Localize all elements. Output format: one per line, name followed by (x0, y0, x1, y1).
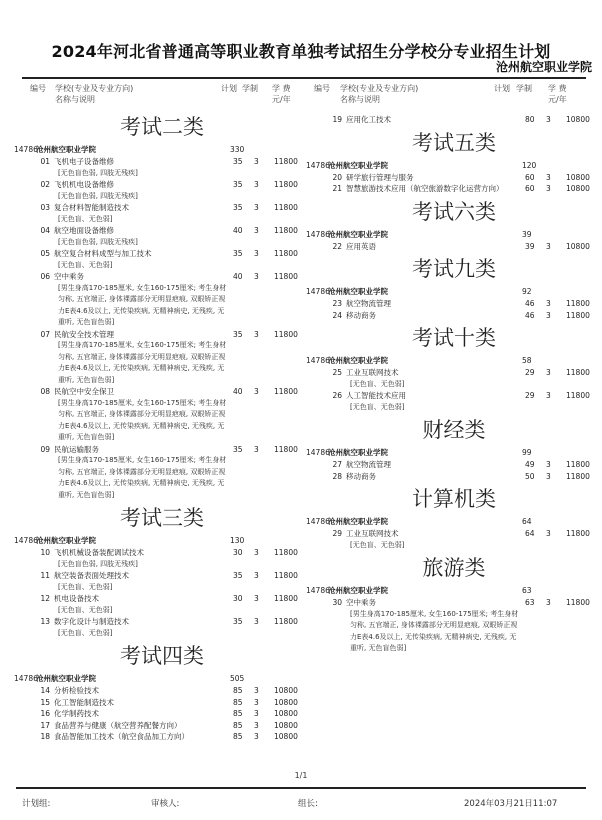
major-fee: 10800 (566, 184, 590, 193)
header-fee-line2: 元/年 (272, 95, 291, 104)
section-title: 考试二类 (120, 115, 204, 139)
major-plan: 85 (233, 686, 243, 695)
section-exam-6 (306, 195, 592, 253)
section-exam-4-continued (306, 110, 592, 126)
major-name: 研学旅行管理与服务 (346, 172, 414, 182)
section-exam-9 (306, 252, 592, 321)
header-plan: 计划 (221, 84, 237, 93)
major-years: 3 (546, 172, 551, 182)
major-row (306, 459, 592, 471)
school-row (306, 516, 592, 528)
major-desc: [男生身高170-185厘米, 女生160-175厘米; 考生身材匀称, 五官端正, 身体裸露部分无明显疤痕, 双眼矫正视力E表4.6及以上, 无传染疾病, 无精神病史, 无残疾, 无重听, 无色盲色弱] (58, 398, 227, 441)
major-name: 分析检验技术 (54, 686, 99, 695)
major-plan: 40 (233, 226, 243, 235)
major-name: 智慧旅游技术应用（航空旅游数字化运营方向） (346, 184, 504, 193)
major-fee: 11800 (274, 548, 298, 557)
school-row (306, 160, 592, 172)
section-title: 考试九类 (412, 257, 496, 281)
school-name: 沧州航空职业学院 (328, 356, 388, 365)
header-years: 学制 (516, 84, 532, 93)
major-row (306, 528, 592, 551)
major-name: 应用化工技术 (346, 115, 391, 124)
major-plan: 35 (233, 571, 243, 580)
school-subtitle: 沧州航空职业学院 (495, 60, 592, 74)
school-total: 39 (522, 229, 532, 239)
major-row (14, 444, 300, 502)
major-fee: 10800 (566, 241, 590, 251)
school-name: 沧州航空职业学院 (328, 586, 388, 595)
major-desc: [无色盲色弱, 四肢无残疾] (58, 191, 138, 200)
major-row (306, 367, 592, 390)
school-code: 14786 (306, 287, 330, 296)
major-plan: 29 (525, 368, 535, 377)
major-name: 航空物流管理 (346, 299, 391, 308)
major-row (306, 172, 592, 184)
header-code: 编号 (314, 84, 330, 93)
major-desc: [无色盲、无色弱] (350, 540, 405, 549)
major-years: 3 (546, 299, 551, 308)
major-no: 05 (40, 249, 50, 258)
bottom-divider (16, 787, 586, 789)
major-plan: 30 (233, 594, 243, 603)
major-no: 04 (40, 226, 50, 235)
major-fee: 10800 (274, 720, 298, 730)
right-column (306, 110, 592, 655)
major-row (14, 225, 300, 248)
major-desc: [无色盲、无色弱] (58, 582, 113, 591)
header-school-line1: 学校(专业及专业方向) (340, 84, 419, 93)
school-total: 505 (230, 674, 245, 683)
section-tourism (306, 551, 592, 655)
major-fee: 11800 (274, 594, 298, 603)
major-fee: 10800 (274, 709, 298, 718)
major-no: 22 (332, 241, 342, 251)
major-years: 3 (254, 387, 259, 396)
major-row (14, 708, 300, 720)
major-row (14, 593, 300, 616)
section-title: 考试十类 (412, 326, 496, 350)
major-fee: 10800 (566, 115, 590, 124)
major-name: 飞机电子设备维修 (54, 157, 114, 166)
school-row (14, 673, 300, 685)
section-exam-2 (14, 110, 300, 501)
major-name: 复合材料智能制造技术 (54, 203, 129, 212)
school-row (306, 447, 592, 459)
major-no: 13 (40, 617, 50, 626)
school-name: 沧州航空职业学院 (328, 517, 388, 526)
major-name: 化学制药技术 (54, 709, 99, 718)
major-years: 3 (254, 732, 259, 741)
major-desc: [无色盲、无色弱] (58, 605, 113, 614)
major-plan: 60 (525, 184, 535, 193)
school-total: 92 (522, 287, 532, 296)
major-years: 3 (254, 709, 259, 718)
major-years: 3 (254, 697, 259, 707)
major-no: 29 (332, 529, 342, 538)
section-exam-4 (14, 639, 300, 743)
major-plan: 85 (233, 697, 243, 707)
section-title: 考试三类 (120, 506, 204, 530)
major-name: 工业互联网技术 (346, 529, 399, 538)
major-row (14, 202, 300, 225)
header-fee-line2: 元/年 (548, 95, 567, 104)
major-desc: [无色盲色弱, 四肢无残疾] (58, 237, 138, 246)
major-name: 航空物流管理 (346, 460, 391, 469)
major-name: 民航安全技术管理 (54, 329, 114, 339)
major-name: 空中乘务 (346, 598, 376, 607)
major-fee: 11800 (566, 299, 590, 308)
left-column (14, 110, 300, 743)
major-desc: [无色盲、无色弱] (350, 379, 405, 388)
major-years: 3 (254, 720, 259, 730)
school-name: 沧州航空职业学院 (36, 536, 96, 545)
header-fee-line1: 学 费 (548, 84, 567, 93)
section-title: 考试四类 (120, 644, 204, 668)
major-row (306, 241, 592, 253)
major-no: 02 (40, 180, 50, 189)
major-years: 3 (254, 226, 259, 235)
major-row (306, 183, 592, 195)
major-plan: 85 (233, 709, 243, 718)
major-no: 26 (332, 391, 342, 400)
school-code: 14786 (306, 229, 330, 239)
major-name: 食品智能加工技术（航空食品加工方向） (54, 732, 189, 741)
reviewer-label: 审核人: (151, 799, 180, 809)
major-no: 08 (40, 387, 50, 396)
major-fee: 11800 (566, 391, 590, 400)
major-plan: 40 (233, 272, 243, 281)
major-name: 航空装备表面处理技术 (54, 571, 129, 580)
major-no: 06 (40, 272, 50, 281)
major-no: 16 (40, 709, 50, 718)
major-desc: [男生身高170-185厘米, 女生160-175厘米; 考生身材匀称, 五官端正, 身体裸露部分无明显疤痕, 双眼矫正视力E表4.6及以上, 无传染疾病, 无精神病史, 无残疾, 无重听, 无色盲色弱] (58, 283, 227, 326)
major-row (306, 310, 592, 322)
school-name: 沧州航空职业学院 (328, 287, 388, 296)
section-title: 计算机类 (412, 487, 496, 511)
major-fee: 10800 (274, 697, 298, 707)
school-total: 58 (522, 356, 532, 365)
major-name: 移动商务 (346, 310, 376, 320)
major-desc: [无色盲、无色弱] (58, 214, 113, 223)
major-fee: 11800 (274, 180, 298, 189)
major-years: 3 (254, 272, 259, 281)
major-name: 机电设备技术 (54, 594, 99, 603)
major-years: 3 (546, 115, 551, 124)
major-plan: 35 (233, 617, 243, 626)
major-no: 27 (332, 460, 342, 469)
major-fee: 11800 (274, 203, 298, 212)
major-fee: 11800 (566, 471, 590, 481)
section-title: 考试六类 (412, 199, 496, 224)
major-row (306, 471, 592, 483)
major-plan: 46 (525, 299, 535, 308)
major-plan: 35 (233, 180, 243, 189)
major-years: 3 (254, 594, 259, 603)
major-plan: 85 (233, 720, 243, 730)
major-fee: 11800 (274, 157, 298, 166)
section-finance (306, 413, 592, 482)
school-code: 14786 (306, 160, 330, 170)
print-timestamp: 2024年03月21日11:07 (464, 799, 558, 809)
major-years: 3 (546, 241, 551, 251)
major-no: 21 (332, 184, 342, 193)
school-row (14, 535, 300, 547)
major-row (306, 390, 592, 413)
major-years: 3 (546, 368, 551, 377)
page-number: 1/1 (294, 771, 308, 780)
major-plan: 46 (525, 310, 535, 320)
major-years: 3 (546, 460, 551, 469)
major-plan: 85 (233, 732, 243, 741)
major-no: 20 (332, 172, 342, 182)
major-name: 民航空中安全保卫 (54, 387, 114, 396)
major-fee: 11800 (274, 571, 298, 580)
major-years: 3 (254, 203, 259, 212)
major-plan: 60 (525, 172, 535, 182)
major-row (14, 329, 300, 387)
major-no: 28 (332, 471, 342, 481)
major-row (306, 114, 592, 126)
school-row (306, 229, 592, 241)
school-name: 沧州航空职业学院 (328, 448, 388, 457)
major-no: 14 (40, 686, 50, 695)
major-desc: [无色盲色弱, 四肢无残疾] (58, 168, 138, 177)
major-plan: 29 (525, 391, 535, 400)
major-fee: 11800 (274, 444, 298, 454)
major-fee: 11800 (566, 529, 590, 538)
major-fee: 11800 (274, 226, 298, 235)
major-no: 24 (332, 310, 342, 320)
school-total: 63 (522, 586, 532, 595)
major-fee: 10800 (566, 172, 590, 182)
school-code: 14786 (306, 517, 330, 526)
major-name: 民航运输服务 (54, 444, 99, 454)
header-plan: 计划 (494, 84, 510, 93)
school-name: 沧州航空职业学院 (36, 674, 96, 683)
header-school-line2: 名称与说明 (340, 95, 380, 104)
major-plan: 50 (525, 471, 535, 481)
major-no: 12 (40, 594, 50, 603)
major-row (14, 570, 300, 593)
major-years: 3 (254, 180, 259, 189)
major-no: 30 (332, 598, 342, 607)
school-code: 14786 (14, 674, 38, 683)
major-fee: 11800 (274, 329, 298, 339)
school-code: 14786 (306, 356, 330, 365)
major-row (306, 597, 592, 655)
major-no: 09 (40, 444, 50, 454)
major-row (14, 156, 300, 179)
major-years: 3 (546, 184, 551, 193)
major-years: 3 (546, 391, 551, 400)
section-title: 旅游类 (422, 556, 486, 580)
school-total: 130 (230, 536, 245, 545)
section-exam-10 (306, 321, 592, 413)
major-row (14, 731, 300, 743)
major-no: 19 (332, 115, 342, 124)
major-no: 18 (40, 732, 50, 741)
school-row (306, 355, 592, 367)
section-title: 考试五类 (412, 130, 496, 155)
major-row (14, 386, 300, 444)
major-years: 3 (254, 249, 259, 258)
major-row (14, 248, 300, 271)
major-name: 飞机机械设备装配调试技术 (54, 548, 144, 557)
major-row (14, 685, 300, 697)
major-plan: 30 (233, 548, 243, 557)
major-row (14, 547, 300, 570)
major-years: 3 (546, 598, 551, 607)
header-school-line2: 名称与说明 (55, 95, 95, 104)
major-years: 3 (254, 617, 259, 626)
major-row (14, 616, 300, 639)
major-fee: 11800 (274, 272, 298, 281)
planner-label: 计划组: (22, 799, 51, 809)
major-years: 3 (546, 310, 551, 320)
major-row (14, 179, 300, 202)
major-no: 10 (40, 548, 50, 557)
school-row (306, 286, 592, 298)
major-row (306, 298, 592, 310)
major-years: 3 (546, 471, 551, 481)
major-name: 化工智能制造技术 (54, 697, 114, 707)
major-years: 3 (254, 157, 259, 166)
major-plan: 40 (233, 387, 243, 396)
major-plan: 49 (525, 460, 535, 469)
major-plan: 39 (525, 241, 535, 251)
major-years: 3 (254, 548, 259, 557)
section-title: 财经类 (422, 418, 486, 442)
major-desc: [无色盲、无色弱] (350, 402, 405, 411)
school-name: 沧州航空职业学院 (36, 145, 96, 154)
header-school-line1: 学校(专业及专业方向) (55, 84, 134, 93)
major-plan: 80 (525, 115, 535, 124)
major-years: 3 (254, 329, 259, 339)
major-name: 人工智能技术应用 (346, 391, 406, 400)
major-plan: 63 (525, 598, 535, 607)
header-years: 学制 (242, 84, 258, 93)
major-no: 17 (40, 720, 50, 730)
major-plan: 35 (233, 249, 243, 258)
school-total: 330 (230, 145, 245, 154)
school-code: 14786 (306, 448, 330, 457)
section-exam-3 (14, 501, 300, 639)
major-name: 飞机机电设备维修 (54, 180, 114, 189)
major-row (14, 697, 300, 709)
major-row (14, 720, 300, 732)
major-name: 空中乘务 (54, 272, 84, 281)
major-no: 15 (40, 697, 50, 707)
major-desc: [男生身高170-185厘米, 女生160-175厘米; 考生身材匀称, 五官端正, 身体裸露部分无明显疤痕, 双眼矫正视力E表4.6及以上, 无传染疾病, 无精神病史, 无残疾, 无重听, 无色盲色弱] (350, 609, 519, 652)
major-name: 航空地面设备维修 (54, 226, 114, 235)
section-exam-5 (306, 126, 592, 195)
major-fee: 10800 (274, 686, 298, 695)
school-total: 64 (522, 517, 532, 526)
major-no: 11 (40, 571, 50, 580)
school-code: 14786 (14, 145, 38, 154)
page-title: 2024年河北省普通高等职业教育单独考试招生分学校分专业招生计划 (51, 42, 551, 61)
major-name: 移动商务 (346, 471, 376, 481)
major-desc: [男生身高170-185厘米, 女生160-175厘米; 考生身材匀称, 五官端正, 身体裸露部分无明显疤痕, 双眼矫正视力E表4.6及以上, 无传染疾病, 无精神病史, 无残疾, 无重听, 无色盲色弱] (58, 341, 227, 384)
major-no: 07 (40, 329, 50, 339)
leader-label: 组长: (298, 799, 318, 809)
major-desc: [无色盲、无色弱] (58, 628, 113, 637)
major-plan: 35 (233, 444, 243, 454)
header-fee-line1: 学 费 (272, 84, 291, 93)
major-no: 01 (40, 157, 50, 166)
major-fee: 11800 (274, 249, 298, 258)
major-name: 应用英语 (346, 241, 376, 251)
school-total: 120 (522, 160, 537, 170)
school-row (14, 144, 300, 156)
major-row (14, 271, 300, 329)
major-name: 数字化设计与制造技术 (54, 617, 129, 626)
major-no: 25 (332, 368, 342, 377)
major-desc: [无色盲色弱, 四肢无残疾] (58, 559, 138, 568)
top-divider (22, 77, 586, 79)
major-fee: 11800 (566, 598, 590, 607)
major-fee: 11800 (566, 368, 590, 377)
major-name: 食品营养与健康（航空营养配餐方向） (54, 720, 182, 730)
major-no: 23 (332, 299, 342, 308)
major-years: 3 (254, 571, 259, 580)
major-fee: 11800 (274, 617, 298, 626)
school-total: 99 (522, 448, 532, 457)
school-code: 14786 (306, 586, 330, 595)
school-row (306, 585, 592, 597)
major-fee: 10800 (274, 732, 298, 741)
major-fee: 11800 (566, 310, 590, 320)
major-fee: 11800 (566, 460, 590, 469)
major-plan: 64 (525, 529, 535, 538)
school-code: 14786 (14, 536, 38, 545)
header-code: 编号 (30, 84, 46, 93)
school-name: 沧州航空职业学院 (328, 229, 388, 239)
major-fee: 11800 (274, 387, 298, 396)
major-desc: [男生身高170-185厘米, 女生160-175厘米; 考生身材匀称, 五官端正, 身体裸露部分无明显疤痕, 双眼矫正视力E表4.6及以上, 无传染疾病, 无精神病史, 无残疾, 无重听, 无色盲色弱] (58, 456, 227, 499)
major-name: 工业互联网技术 (346, 368, 399, 377)
major-plan: 35 (233, 157, 243, 166)
major-plan: 35 (233, 203, 243, 212)
major-years: 3 (254, 686, 259, 695)
major-years: 3 (254, 444, 259, 454)
major-name: 航空复合材料成型与加工技术 (54, 249, 152, 258)
major-desc: [无色盲、无色弱] (58, 260, 113, 269)
major-no: 03 (40, 203, 50, 212)
school-name: 沧州航空职业学院 (328, 160, 388, 170)
major-plan: 35 (233, 329, 243, 339)
section-computer (306, 482, 592, 551)
major-years: 3 (546, 529, 551, 538)
